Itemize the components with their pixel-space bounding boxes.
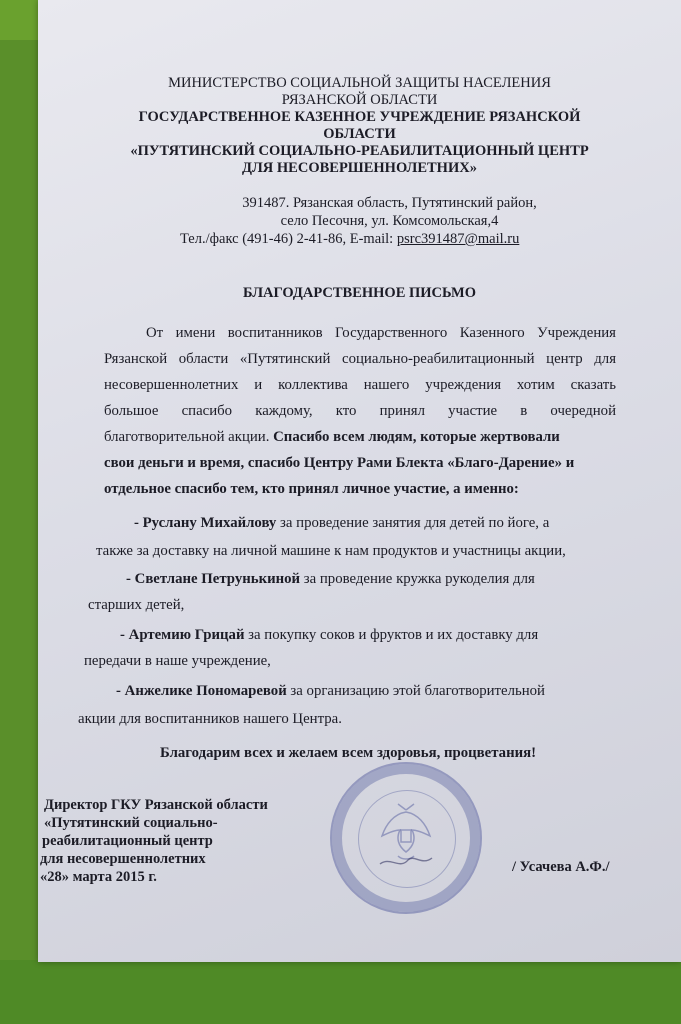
address-line-1: 391487. Рязанская область, Путятинский район, xyxy=(242,195,537,211)
email-link[interactable]: psrc391487@mail.ru xyxy=(396,231,520,247)
thanks-item-4-cont: акции для воспитанников нашего Центра. xyxy=(78,711,342,727)
body-line-3: несовершеннолетних и коллектива нашего учреждения хотим сказать xyxy=(104,377,616,393)
body-line-5-bold: Спасибо всем людям, которые жертвовали xyxy=(273,429,560,445)
eagle-emblem-icon xyxy=(376,800,436,872)
signature-title-3: реабилитационный центр xyxy=(42,833,213,849)
thanks-text-4: за организацию этой благотворительной xyxy=(286,683,545,699)
body-line-4: большое спасибо каждому, кто принял участие в очередной xyxy=(104,403,616,419)
header-center-name: «ПУТЯТИНСКИЙ СОЦИАЛЬНО-РЕАБИЛИТАЦИОННЫЙ ЦЕНТР xyxy=(130,143,589,159)
body-line-1: От имени воспитанников Государственного Казенного Учреждения xyxy=(146,325,616,341)
address-line-2: село Песочня, ул. Комсомольская,4 xyxy=(280,213,499,229)
header-ministry: МИНИСТЕРСТВО СОЦИАЛЬНОЙ ЗАЩИТЫ НАСЕЛЕНИЯ xyxy=(168,75,551,91)
thanks-item-4 xyxy=(116,682,545,700)
header-institution-cont: ОБЛАСТИ xyxy=(323,126,396,142)
thanks-item-2-cont: старших детей, xyxy=(88,597,185,613)
thanks-item-2 xyxy=(126,570,535,588)
official-seal xyxy=(330,762,482,914)
header-institution: ГОСУДАРСТВЕННОЕ КАЗЕННОЕ УЧРЕЖДЕНИЕ РЯЗАНСКОЙ xyxy=(138,109,581,125)
body-line-5 xyxy=(104,428,616,446)
thanks-name-3: - Артемию Грицай xyxy=(120,627,245,643)
address-contacts xyxy=(180,230,519,248)
phone-fax: Тел./факс (491-46) 2-41-86, E-mail: xyxy=(180,231,397,247)
letter-title: БЛАГОДАРСТВЕННОЕ ПИСЬМО xyxy=(242,285,477,301)
body-line-5-plain: благотворительной акции. xyxy=(104,429,274,445)
thanks-text-1: за проведение занятия для детей по йоге, а xyxy=(276,515,550,531)
thanks-item-1 xyxy=(134,514,549,532)
letter-sheet xyxy=(38,0,681,962)
closing-line: Благодарим всех и желаем всем здоровья, процветания! xyxy=(160,745,537,761)
thanks-item-3 xyxy=(120,626,538,644)
signature-title-1: Директор ГКУ Рязанской области xyxy=(44,797,268,813)
body-line-6: свои деньги и время, спасибо Центру Рами Блекта «Благо-Дарение» и xyxy=(104,455,575,471)
signature-title-4: для несовершеннолетних xyxy=(40,851,206,867)
signature-title-2: «Путятинский социально- xyxy=(44,815,218,831)
thanks-name-2: - Светлане Петрунькиной xyxy=(126,571,301,587)
header-region: РЯЗАНСКОЙ ОБЛАСТИ xyxy=(281,92,438,108)
thanks-item-3-cont: передачи в наше учреждение, xyxy=(84,653,271,669)
thanks-text-3: за покупку соков и фруктов и их доставку для xyxy=(244,627,539,643)
thanks-text-2: за проведение кружка рукоделия для xyxy=(300,571,535,587)
body-line-2: Рязанской области «Путятинский социально-реабилитационный центр для xyxy=(104,351,616,367)
header-center-name-cont: ДЛЯ НЕСОВЕРШЕННОЛЕТНИХ» xyxy=(242,160,477,176)
signatory-name: / Усачева А.Ф./ xyxy=(512,859,610,875)
thanks-item-1-cont: также за доставку на личной машине к нам продуктов и участницы акции, xyxy=(96,543,566,559)
background-bottom xyxy=(0,960,681,1024)
body-line-7: отдельное спасибо тем, кто принял личное участие, а именно: xyxy=(104,481,519,497)
thanks-name-4: - Анжелике Пономаревой xyxy=(116,683,287,699)
thanks-name-1: - Руслану Михайлову xyxy=(134,515,277,531)
signature-date: «28» марта 2015 г. xyxy=(40,869,157,885)
